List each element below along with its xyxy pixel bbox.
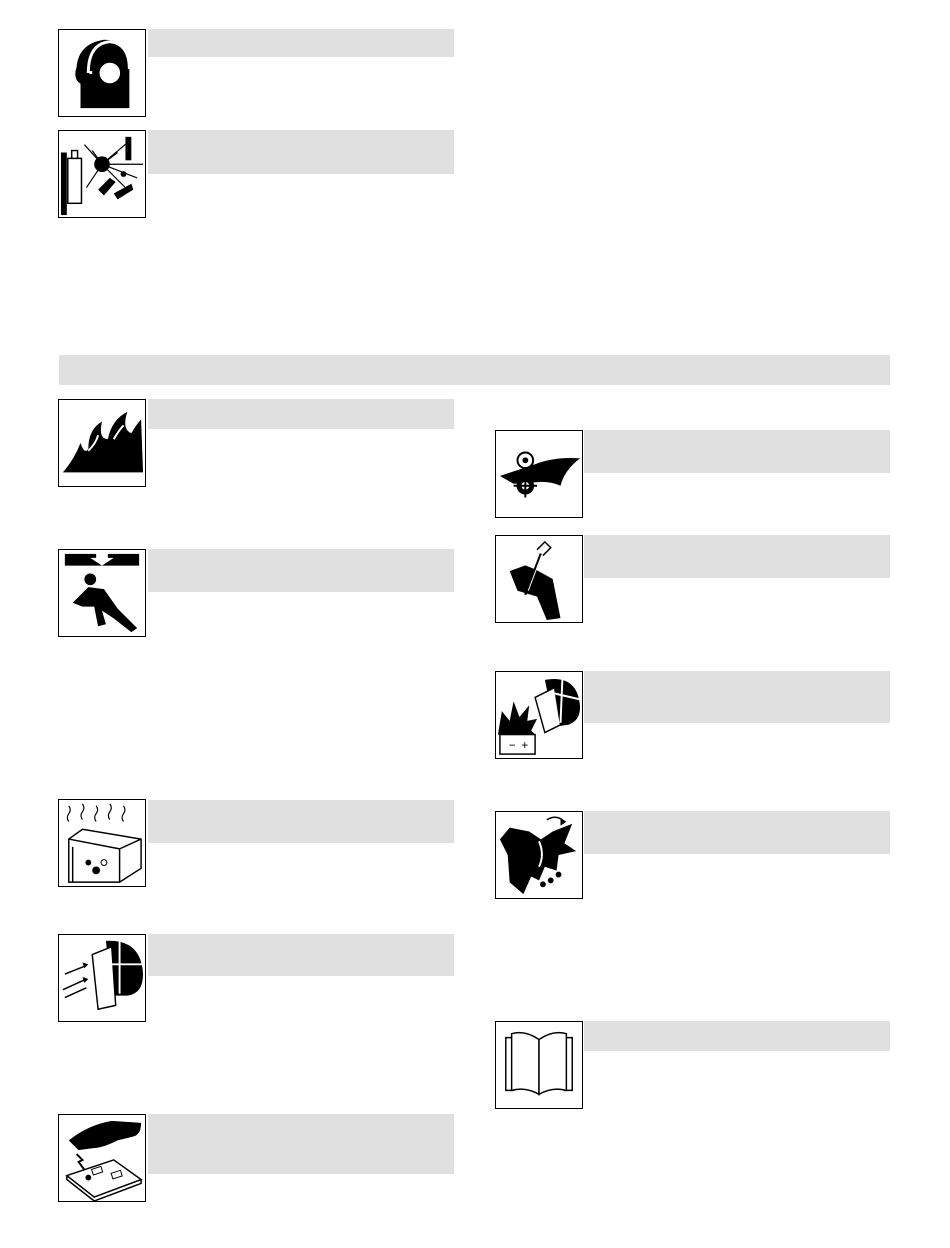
cylinder-explosion-icon (58, 130, 146, 218)
fan-blade-hand-icon (495, 811, 583, 899)
manual-book-icon (495, 1021, 583, 1109)
fire-hazard-bar (148, 399, 454, 429)
flying-metal-hazard-bar (148, 934, 454, 976)
falling-equipment-icon (58, 549, 146, 637)
svg-text:+: + (521, 739, 529, 753)
moving-parts-hazard-bar (584, 430, 890, 473)
section-header (59, 355, 890, 385)
cylinder-hazard-bar (148, 130, 454, 174)
overheating-unit-icon (58, 799, 146, 887)
svg-text:−: − (508, 739, 516, 753)
overheating-hazard-bar (148, 800, 454, 843)
battery-explosion-icon (495, 671, 583, 759)
static-hazard-bar (148, 1114, 454, 1174)
fan-hazard-bar (584, 811, 890, 854)
battery-hazard-bar (584, 671, 890, 723)
face-shield-sparks-icon (58, 934, 146, 1022)
fire-flame-icon (58, 399, 146, 487)
falling-hazard-bar (148, 549, 454, 592)
static-circuit-board-icon (58, 1114, 146, 1202)
ear-protection-icon (58, 29, 146, 117)
welding-wire-hazard-bar (584, 535, 890, 578)
manual-hazard-bar (584, 1021, 890, 1051)
welding-wire-hand-icon (495, 535, 583, 623)
noise-hazard-bar (148, 29, 454, 57)
drive-rolls-hand-icon (495, 430, 583, 518)
